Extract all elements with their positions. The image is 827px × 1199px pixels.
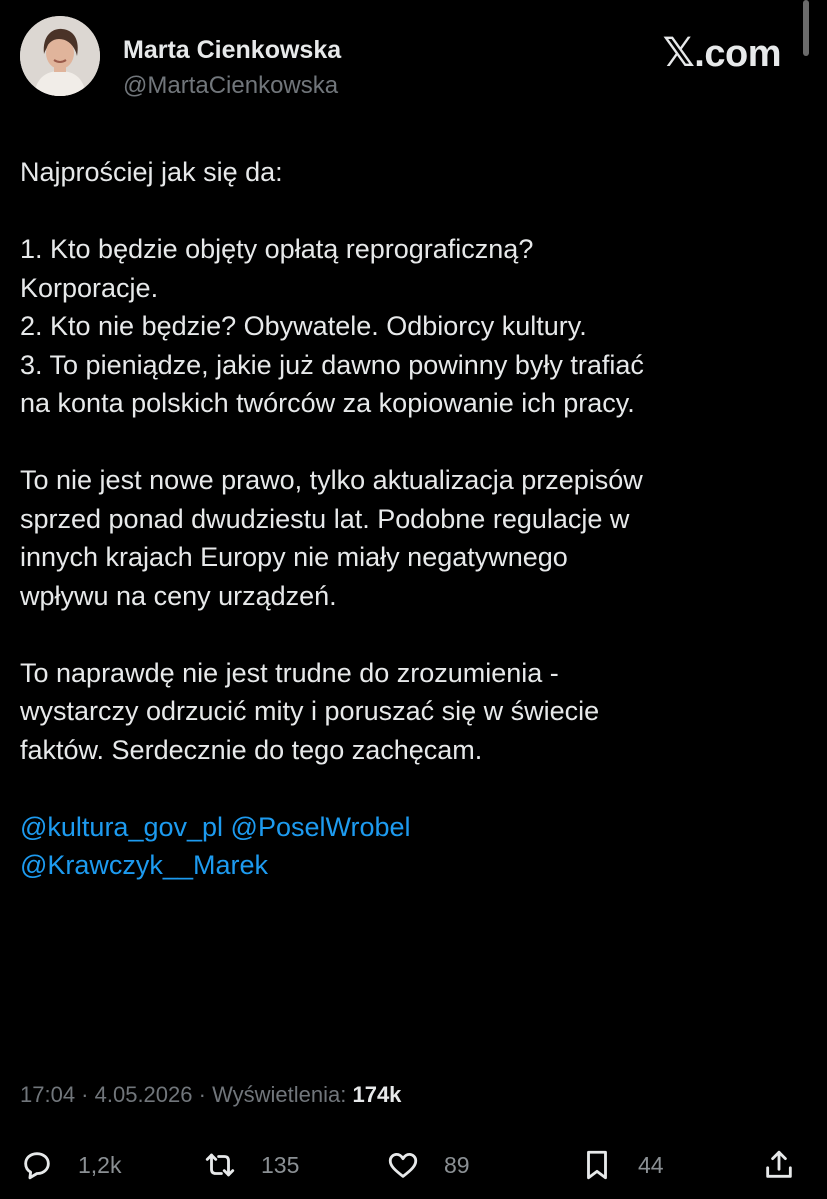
- share-icon: [762, 1148, 796, 1182]
- repost-button[interactable]: [203, 1145, 299, 1185]
- heart-icon: [386, 1148, 420, 1182]
- tweet-line: na konta polskich twórców za kopiowanie ich pracy.: [20, 388, 635, 418]
- reply-button[interactable]: [20, 1145, 121, 1185]
- tweet-line: Najprościej jak się da:: [20, 157, 283, 187]
- bookmark-button[interactable]: [580, 1145, 664, 1185]
- avatar[interactable]: [20, 16, 100, 96]
- tweet-line: 2. Kto nie będzie? Obywatele. Odbiorcy kultury.: [20, 311, 587, 341]
- mention-link[interactable]: @PoselWrobel: [230, 811, 411, 842]
- author-handle[interactable]: @MartaCienkowska: [123, 72, 339, 99]
- x-logo-icon: 𝕏: [662, 31, 695, 75]
- tweet-date[interactable]: 4.05.2026: [94, 1082, 193, 1107]
- share-button[interactable]: [762, 1145, 796, 1185]
- repost-count: 135: [261, 1151, 300, 1178]
- views-label: Wyświetlenia:: [212, 1082, 353, 1107]
- bookmark-count: 44: [638, 1151, 664, 1178]
- reply-icon: [20, 1148, 54, 1182]
- like-button[interactable]: [386, 1145, 470, 1185]
- x-com-watermark: [663, 30, 781, 76]
- mentions-line: [20, 846, 820, 885]
- mention-link[interactable]: @Krawczyk__Marek: [20, 850, 268, 880]
- tweet-line: 3. To pieniądze, jakie już dawno powinny były trafiać: [20, 349, 644, 380]
- reply-count: 1,2k: [78, 1151, 122, 1178]
- mention-link[interactable]: @kultura_gov_pl: [20, 811, 224, 842]
- tweet-line: wpływu na ceny urządzeń.: [20, 580, 337, 611]
- tweet-line: To naprawdę nie jest trudne do zrozumienia -: [20, 657, 559, 688]
- action-bar: [20, 1145, 827, 1185]
- tweet-line: To nie jest nowe prawo, tylko aktualizacja przepisów: [20, 465, 643, 495]
- meta-separator: ·: [192, 1082, 213, 1107]
- tweet-time[interactable]: 17:04: [20, 1082, 76, 1107]
- scrollbar[interactable]: [803, 0, 809, 56]
- avatar-portrait-icon: [20, 16, 100, 96]
- bookmark-icon: [580, 1148, 614, 1182]
- tweet-meta: [20, 1082, 401, 1108]
- views-count: 174k: [352, 1082, 402, 1107]
- tweet-line: innych krajach Europy nie miały negatywnego: [20, 542, 568, 572]
- brand-text: .com: [694, 33, 781, 75]
- tweet-header: [20, 16, 827, 99]
- tweet-text: [20, 153, 820, 885]
- tweet-line: wystarczy odrzucić mity i poruszać się w świecie: [20, 696, 600, 726]
- repost-icon: [203, 1148, 237, 1182]
- author-name[interactable]: Marta Cienkowska: [123, 36, 342, 64]
- tweet-line: sprzed ponad dwudziestu lat. Podobne regulacje w: [20, 503, 630, 534]
- tweet-line: Korporacje.: [20, 272, 159, 303]
- like-count: 89: [444, 1151, 470, 1178]
- mentions-line: [20, 808, 820, 847]
- tweet-line: faktów. Serdecznie do tego zachęcam.: [20, 734, 483, 765]
- tweet-line: 1. Kto będzie objęty opłatą reprograficzną?: [20, 234, 534, 264]
- meta-separator: ·: [75, 1082, 95, 1107]
